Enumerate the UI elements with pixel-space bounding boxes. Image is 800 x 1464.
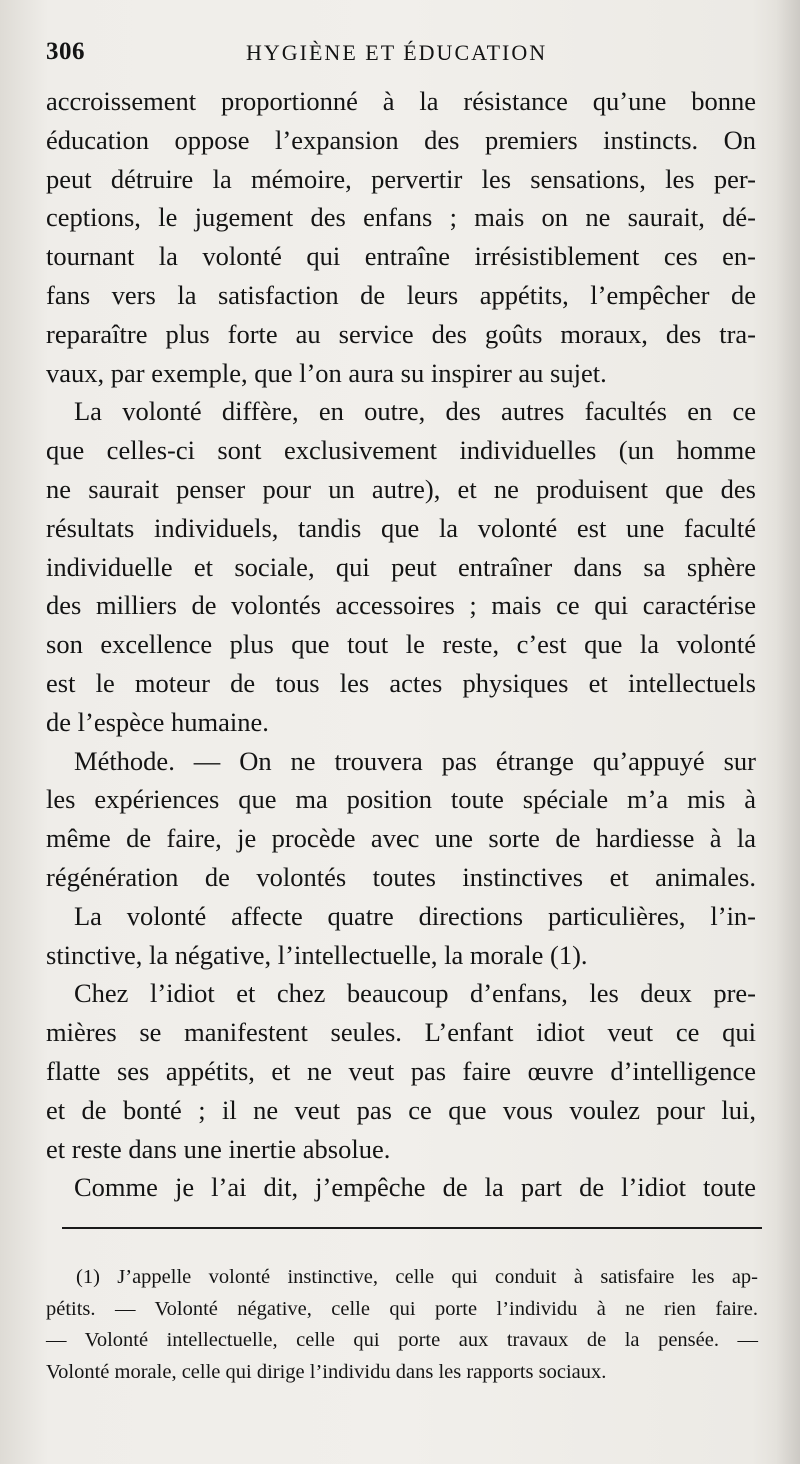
footnote — [46, 1262, 758, 1388]
body-line: ne saurait penser pour un autre), et ne produisent que des — [46, 473, 756, 504]
body-line: les expériences que ma position toute spéciale m’a mis à — [46, 784, 756, 815]
body-line: stinctive, la négative, l’intellectuelle, la morale (1). — [46, 939, 588, 970]
body-line: peut détruire la mémoire, pervertir les sensations, les per- — [46, 163, 756, 194]
footnote-line: (1) J’appelle volonté instinctive, celle qui conduit à satisfaire les ap- — [76, 1266, 758, 1288]
body-line: Méthode. — On ne trouvera pas étrange qu’appuyé sur — [74, 745, 756, 776]
page-edge-shadow — [776, 0, 800, 1464]
footnote-divider — [62, 1227, 762, 1229]
page-header — [46, 38, 756, 74]
body-line: fans vers la satisfaction de leurs appétits, l’empêcher de — [46, 279, 756, 310]
body-line: La volonté affecte quatre directions particulières, l’in- — [74, 900, 756, 931]
body-line: La volonté diffère, en outre, des autres facultés en ce — [74, 396, 756, 427]
body-line: vaux, par exemple, que l’on aura su inspirer au sujet. — [46, 357, 607, 388]
footnote-line: — Volonté intellectuelle, celle qui porte aux travaux de la pensée. — — [46, 1329, 758, 1351]
body-line: des milliers de volontés accessoires ; mais ce qui caractérise — [46, 590, 756, 621]
body-text — [46, 82, 756, 1207]
body-line: que celles-ci sont exclusivement individuelles (un homme — [46, 435, 756, 466]
body-line: et reste dans une inertie absolue. — [46, 1133, 391, 1164]
body-line: son excellence plus que tout le reste, c’est que la volonté — [46, 629, 756, 660]
page-number: 306 — [46, 38, 85, 65]
body-line: résultats individuels, tandis que la volonté est une faculté — [46, 512, 756, 543]
body-line: accroissement proportionné à la résistance qu’une bonne — [46, 86, 756, 116]
body-line: reparaître plus forte au service des goûts moraux, des tra- — [46, 318, 756, 349]
body-line: ceptions, le jugement des enfans ; mais on ne saurait, dé- — [46, 202, 756, 233]
body-line: Comme je l’ai dit, j’empêche de la part de l’idiot toute — [74, 1172, 756, 1203]
body-line: flatte ses appétits, et ne veut pas faire œuvre d’intelligence — [46, 1055, 756, 1086]
footnote-line: Volonté morale, celle qui dirige l’individu dans les rapports sociaux. — [46, 1360, 607, 1383]
body-line: tournant la volonté qui entraîne irrésistiblement ces en- — [46, 241, 756, 272]
body-line: de l’espèce humaine. — [46, 706, 269, 737]
running-title: HYGIÈNE ET ÉDUCATION — [246, 40, 548, 65]
body-line: et de bonté ; il ne veut pas ce que vous voulez pour lui, — [46, 1094, 756, 1125]
body-line: est le moteur de tous les actes physiques et intellectuels — [46, 667, 756, 698]
body-line: mières se manifestent seules. L’enfant idiot veut ce qui — [46, 1017, 756, 1048]
body-line: individuelle et sociale, qui peut entraîner dans sa sphère — [46, 551, 756, 582]
body-line: éducation oppose l’expansion des premiers instincts. On — [46, 124, 756, 155]
body-line: régénération de volontés toutes instinctives et animales. — [46, 861, 756, 892]
body-line: même de faire, je procède avec une sorte de hardiesse à la — [46, 823, 756, 854]
body-line: Chez l’idiot et chez beaucoup d’enfans, les deux pre- — [74, 978, 756, 1009]
footnote-line: pétits. — Volonté négative, celle qui porte l’individu à ne rien faire. — [46, 1297, 758, 1320]
